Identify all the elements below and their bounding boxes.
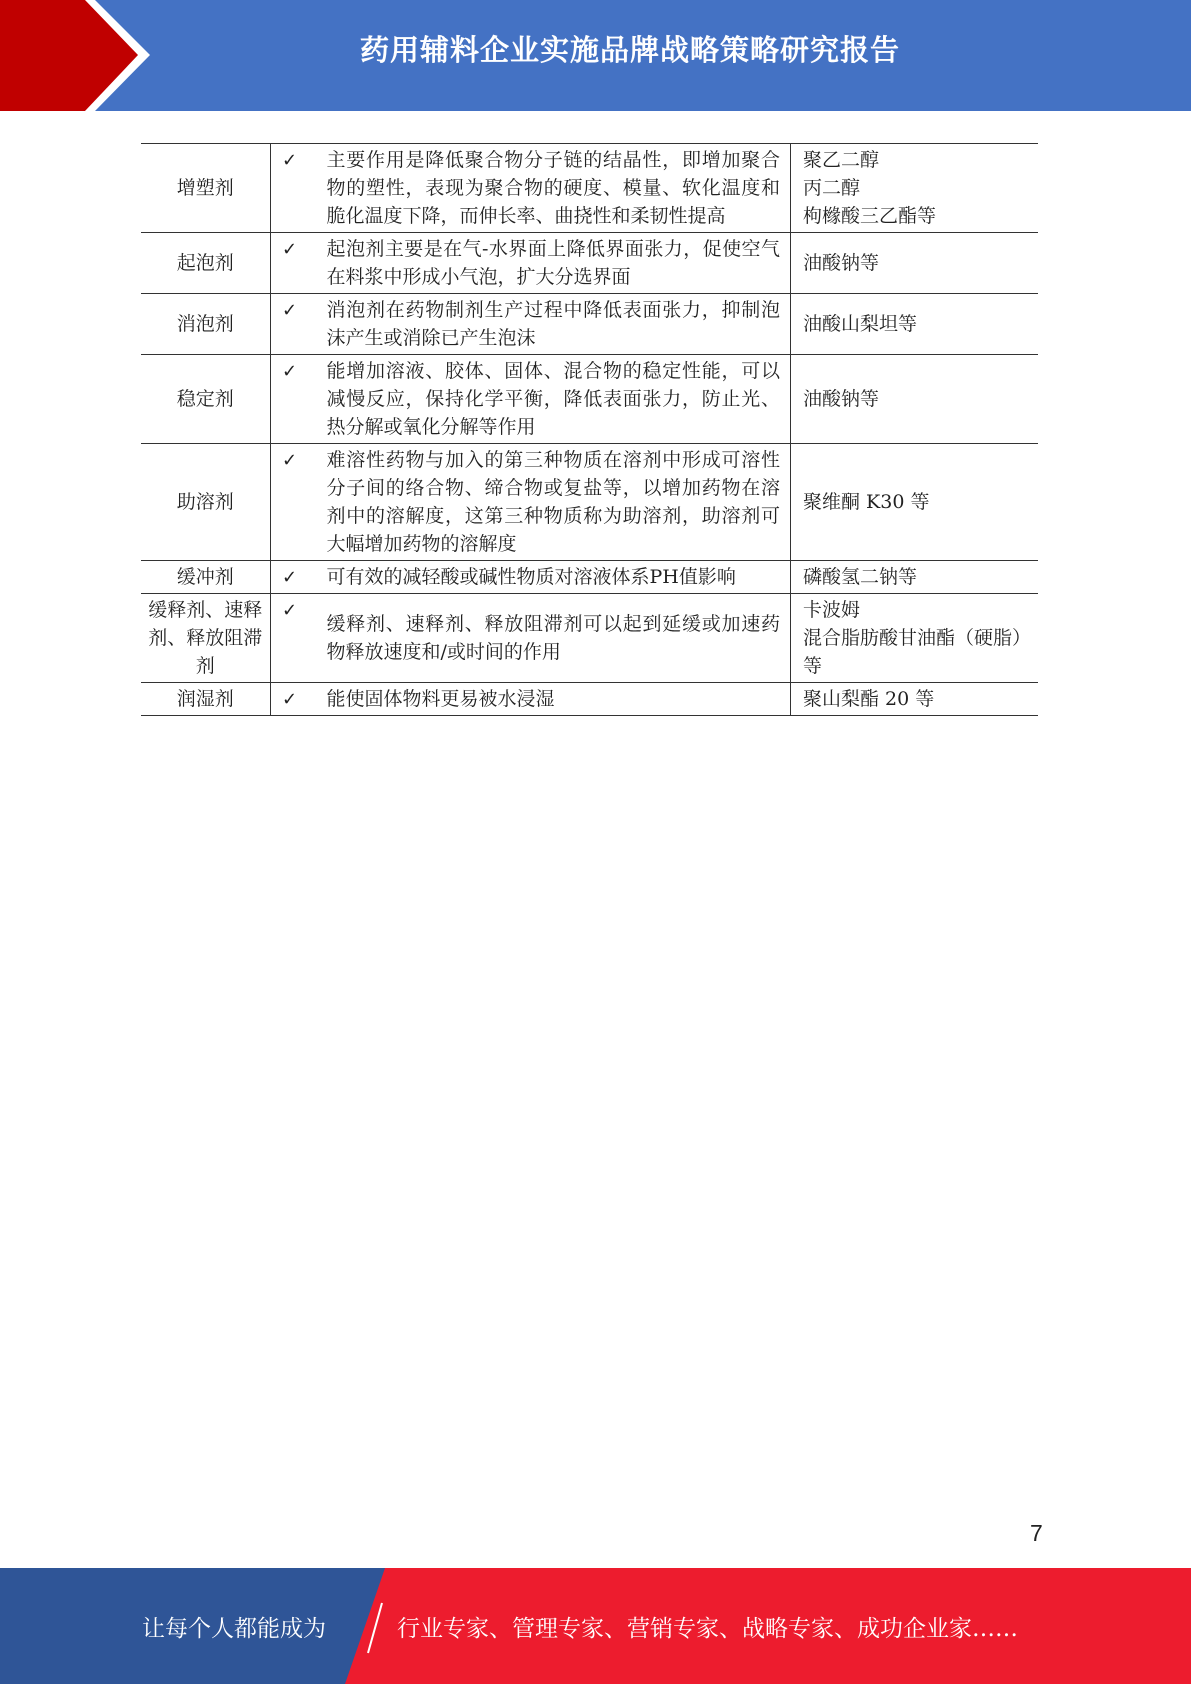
excipient-examples: 卡波姆 混合脂肪酸甘油酯（硬脂）等 <box>791 594 1039 683</box>
check-mark-icon: ✓ <box>270 355 309 444</box>
footer-slogan-right: 行业专家、管理专家、营销专家、战略专家、成功企业家…… <box>397 1616 1018 1642</box>
excipient-description: 可有效的减轻酸或碱性物质对溶液体系PH值影响 <box>309 561 791 594</box>
check-mark-icon: ✓ <box>270 683 309 716</box>
excipient-examples: 聚山梨酯 20 等 <box>791 683 1039 716</box>
header-arrow-decoration <box>0 0 150 111</box>
check-mark-icon: ✓ <box>270 233 309 294</box>
check-mark-icon: ✓ <box>270 294 309 355</box>
excipient-table-body <box>141 144 1038 716</box>
excipient-description: 缓释剂、速释剂、释放阻滞剂可以起到延缓或加速药物释放速度和/或时间的作用 <box>309 594 791 683</box>
excipient-examples: 油酸钠等 <box>791 355 1039 444</box>
footer-slogan-left: 让每个人都能成为 <box>142 1616 326 1642</box>
excipient-name: 助溶剂 <box>141 444 270 561</box>
excipient-name: 缓释剂、速释剂、释放阻滞剂 <box>141 594 270 683</box>
table-row <box>141 594 1038 683</box>
excipient-examples: 聚乙二醇 丙二醇 枸橼酸三乙酯等 <box>791 144 1039 233</box>
excipient-examples: 油酸钠等 <box>791 233 1039 294</box>
excipient-name: 起泡剂 <box>141 233 270 294</box>
table-row <box>141 561 1038 594</box>
report-title: 药用辅料企业实施品牌战略策略研究报告 <box>359 33 900 67</box>
excipient-name: 稳定剂 <box>141 355 270 444</box>
page-footer <box>0 1568 1191 1684</box>
table-row <box>141 444 1038 561</box>
excipient-description: 消泡剂在药物制剂生产过程中降低表面张力，抑制泡沫产生或消除已产生泡沫 <box>309 294 791 355</box>
excipient-examples: 油酸山梨坦等 <box>791 294 1039 355</box>
excipient-name: 增塑剂 <box>141 144 270 233</box>
check-mark-icon: ✓ <box>270 561 309 594</box>
check-mark-icon: ✓ <box>270 594 309 683</box>
page-header <box>0 0 1191 111</box>
excipient-description: 起泡剂主要是在气-水界面上降低界面张力，促使空气在料浆中形成小气泡，扩大分选界面 <box>309 233 791 294</box>
excipient-examples: 聚维酮 K30 等 <box>791 444 1039 561</box>
excipient-description: 难溶性药物与加入的第三种物质在溶剂中形成可溶性分子间的络合物、缔合物或复盐等，以增加药物在溶剂中的溶解度，这第三种物质称为助溶剂，助溶剂可大幅增加药物的溶解度 <box>309 444 791 561</box>
table-row <box>141 683 1038 716</box>
table-row <box>141 233 1038 294</box>
excipient-name: 润湿剂 <box>141 683 270 716</box>
excipient-description: 主要作用是降低聚合物分子链的结晶性，即增加聚合物的塑性，表现为聚合物的硬度、模量、软化温度和脆化温度下降，而伸长率、曲挠性和柔韧性提高 <box>309 144 791 233</box>
table-row <box>141 294 1038 355</box>
check-mark-icon: ✓ <box>270 144 309 233</box>
excipient-name: 缓冲剂 <box>141 561 270 594</box>
excipient-description: 能增加溶液、胶体、固体、混合物的稳定性能，可以减慢反应，保持化学平衡，降低表面张力，防止光、热分解或氧化分解等作用 <box>309 355 791 444</box>
excipient-name: 消泡剂 <box>141 294 270 355</box>
excipient-examples: 磷酸氢二钠等 <box>791 561 1039 594</box>
check-mark-icon: ✓ <box>270 444 309 561</box>
page-number: 7 <box>1030 1520 1043 1546</box>
table-row <box>141 144 1038 233</box>
excipient-table <box>141 143 1038 716</box>
table-row <box>141 355 1038 444</box>
excipient-description: 能使固体物料更易被水浸湿 <box>309 683 791 716</box>
